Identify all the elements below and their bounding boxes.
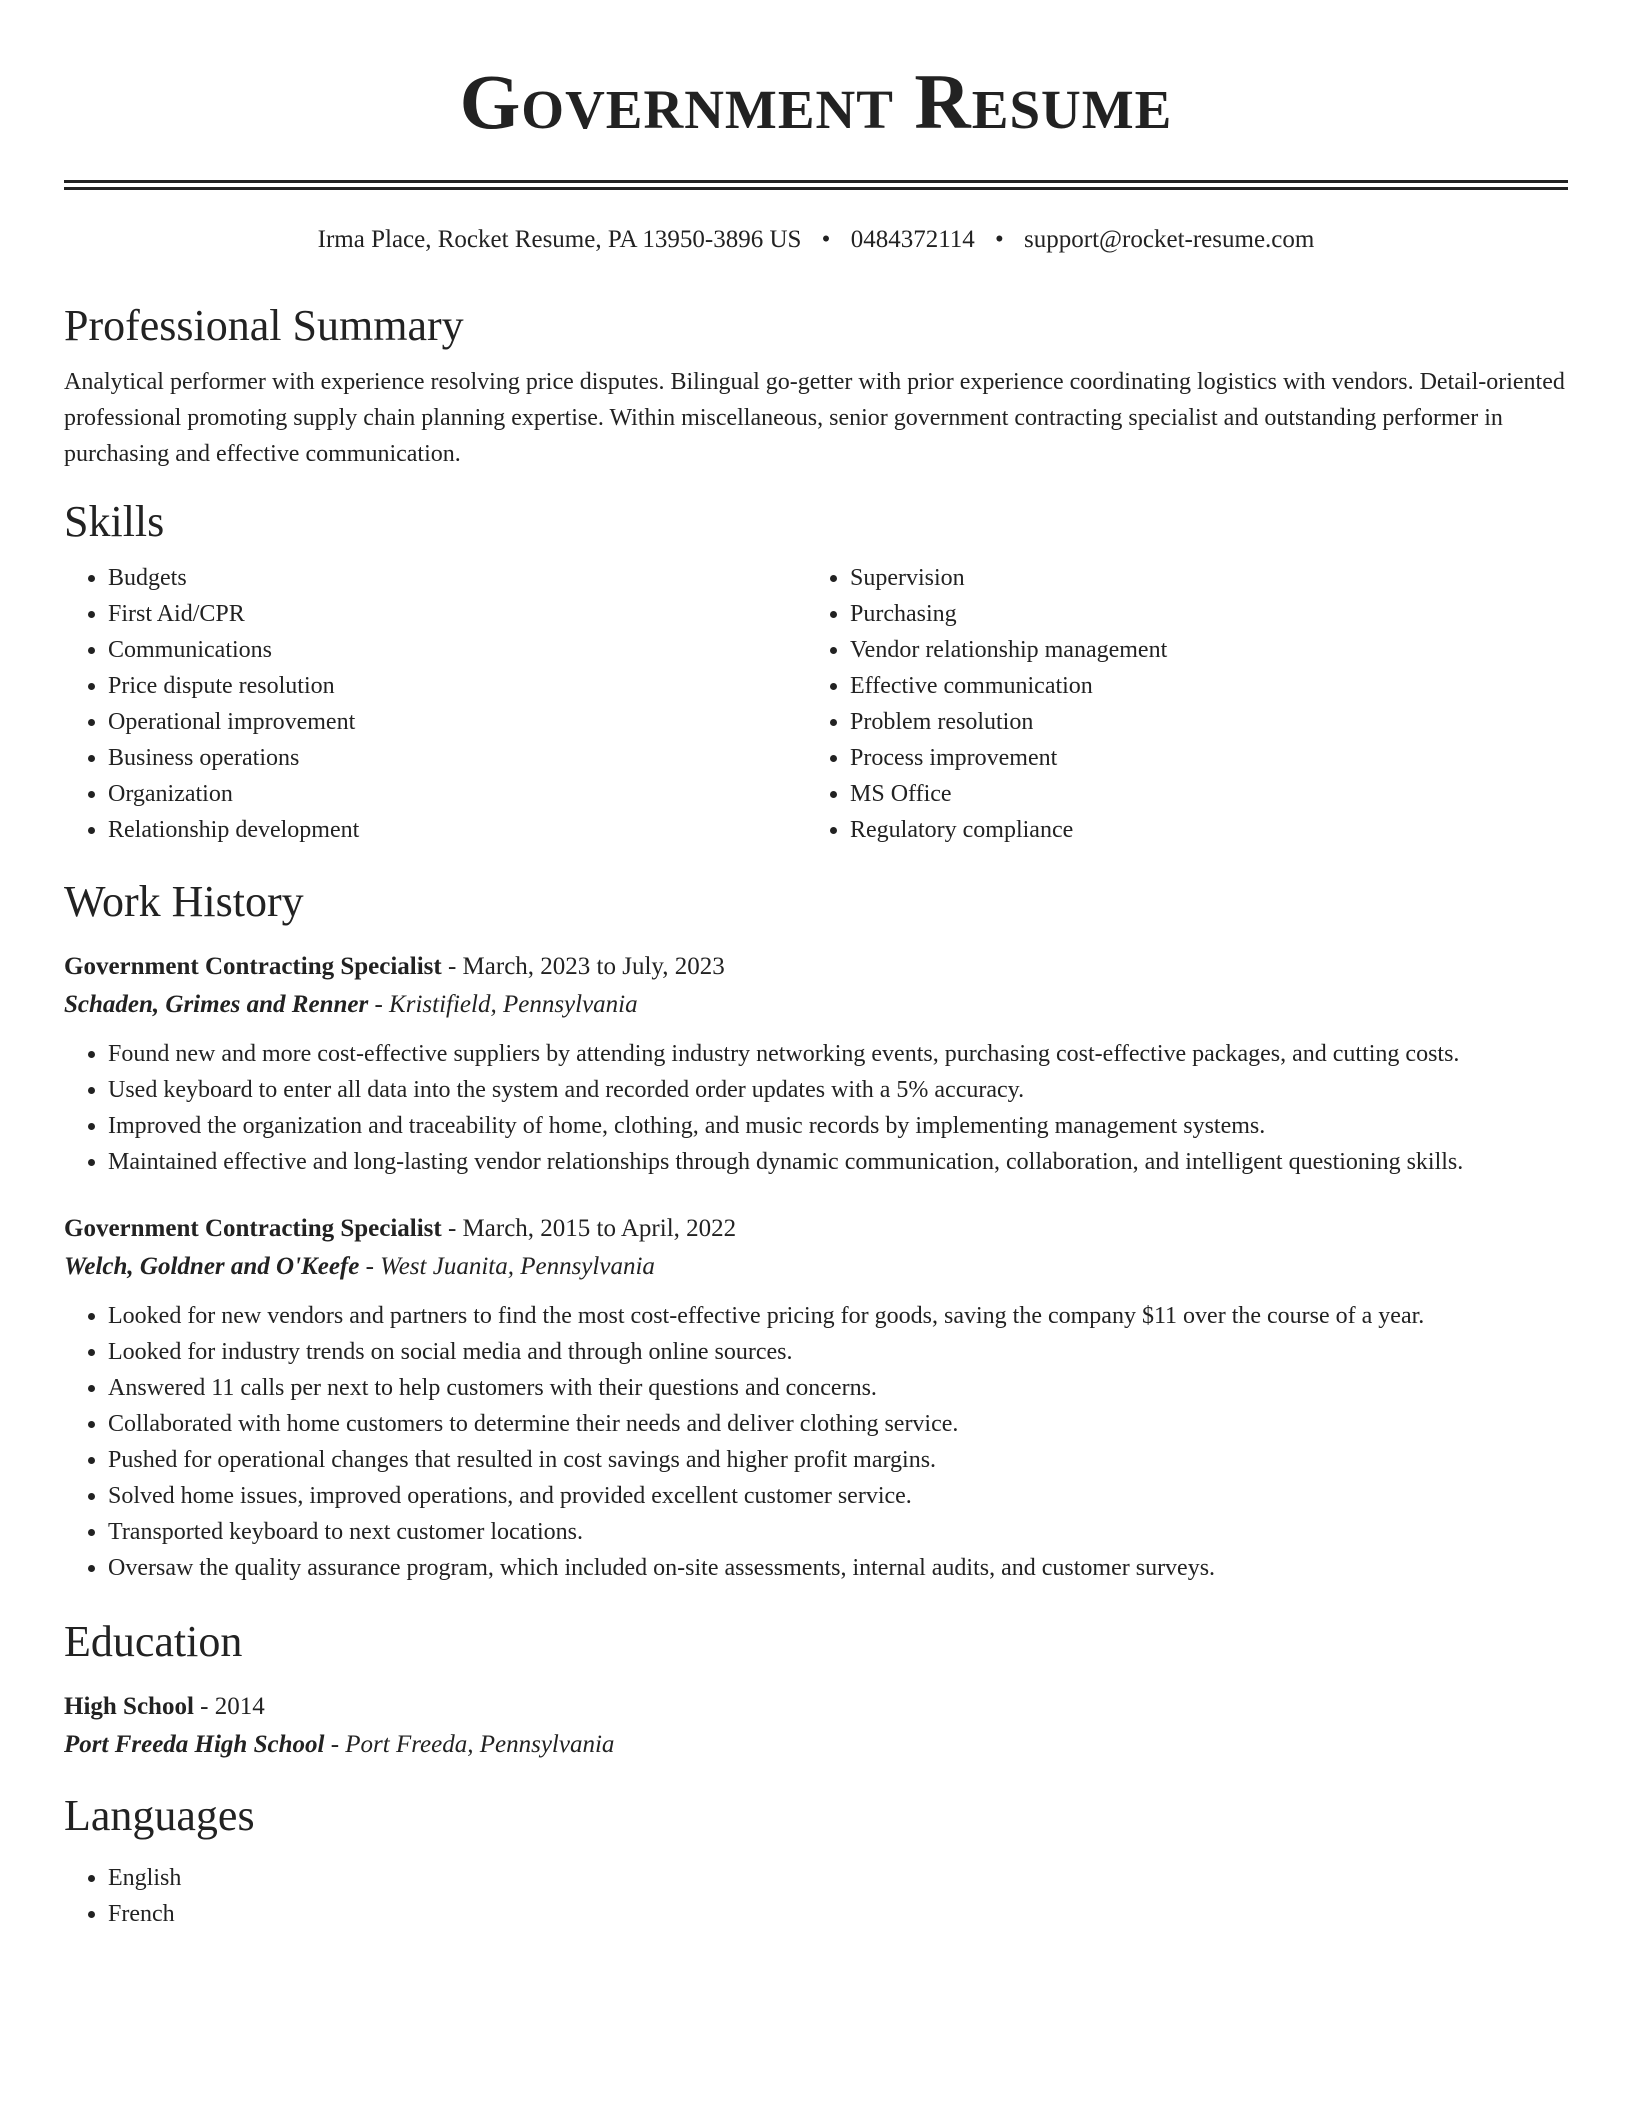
education-entry xyxy=(64,1688,1568,1764)
language-item: • English xyxy=(108,1860,1568,1896)
skills-heading: Skills xyxy=(64,497,165,546)
skill-item: • MS Office xyxy=(850,776,1548,812)
job-title-line xyxy=(64,1210,1568,1248)
job-bullet: • Looked for industry trends on social media and through online sources. xyxy=(108,1334,1568,1370)
work-history-heading: Work History xyxy=(64,877,304,926)
job-entry xyxy=(64,948,1568,1180)
education-degree: High School xyxy=(64,1693,194,1720)
job-location: - Kristifield, Pennsylvania xyxy=(368,991,638,1018)
job-bullet: • Answered 11 calls per next to help customers with their questions and concerns. xyxy=(108,1370,1568,1406)
summary-heading: Professional Summary xyxy=(64,301,464,350)
job-title-line xyxy=(64,948,1568,986)
job-bullet: • Looked for new vendors and partners to find the most cost-effective pricing for goods, saving the company $11 over the course of a year. xyxy=(108,1298,1568,1334)
job-entry xyxy=(64,1210,1568,1586)
work-history-section xyxy=(64,874,1568,1586)
education-school-line xyxy=(64,1726,1568,1764)
summary-text: Analytical performer with experience resolving price disputes. Bilingual go-getter with prior experience coordinating logistics with vendors. Detail-oriented professional promoting supply chain planning expertise. Within miscellaneous, senior government contracting specialist and outstanding performer in purchasing and effective communication. xyxy=(64,369,1565,467)
contact-line xyxy=(64,224,1568,256)
skill-item: • Vendor relationship management xyxy=(850,632,1548,668)
education-year: - 2014 xyxy=(193,1693,265,1720)
education-location: - Port Freeda, Pennsylvania xyxy=(324,1731,615,1758)
job-dates: - March, 2015 to April, 2022 xyxy=(441,1215,737,1242)
title-divider xyxy=(64,180,1568,190)
job-bullet: • Transported keyboard to next customer locations. xyxy=(108,1514,1568,1550)
skill-item: • Budgets xyxy=(108,560,806,596)
job-bullet: • Oversaw the quality assurance program, which included on-site assessments, internal audits, and customer surveys. xyxy=(108,1550,1568,1586)
job-location: - West Juanita, Pennsylvania xyxy=(359,1253,655,1280)
skill-item: • Price dispute resolution xyxy=(108,668,806,704)
job-company: Schaden, Grimes and Renner xyxy=(64,991,369,1018)
languages-section xyxy=(64,1788,1568,1932)
job-bullet: • Collaborated with home customers to determine their needs and deliver clothing service. xyxy=(108,1406,1568,1442)
skill-item: • Effective communication xyxy=(850,668,1548,704)
skills-list-left xyxy=(64,560,806,848)
skills-list-right xyxy=(806,560,1548,848)
skill-item: • Regulatory compliance xyxy=(850,812,1548,848)
job-bullet: • Solved home issues, improved operations, and provided excellent customer service. xyxy=(108,1478,1568,1514)
job-title: Government Contracting Specialist xyxy=(64,953,442,980)
skills-section xyxy=(64,494,1568,848)
job-dates: - March, 2023 to July, 2023 xyxy=(441,953,725,980)
languages-heading: Languages xyxy=(64,1791,255,1840)
job-bullet: • Maintained effective and long-lasting vendor relationships through dynamic communication, collaboration, and intelligent questioning skills. xyxy=(108,1144,1568,1180)
contact-separator: • xyxy=(995,226,1004,253)
skill-item: • Relationship development xyxy=(108,812,806,848)
education-school: Port Freeda High School xyxy=(64,1731,325,1758)
contact-address: Irma Place, Rocket Resume, PA 13950-3896 US xyxy=(317,226,802,253)
skill-item: • First Aid/CPR xyxy=(108,596,806,632)
skill-item: • Problem resolution xyxy=(850,704,1548,740)
contact-phone: 0484372114 xyxy=(850,226,975,253)
skill-item: • Supervision xyxy=(850,560,1548,596)
job-company-line xyxy=(64,986,1568,1024)
job-bullet: • Improved the organization and traceability of home, clothing, and music records by implementing management systems. xyxy=(108,1108,1568,1144)
job-bullets xyxy=(64,1298,1568,1586)
education-heading: Education xyxy=(64,1617,243,1666)
skill-item: • Process improvement xyxy=(850,740,1548,776)
job-bullets xyxy=(64,1036,1568,1180)
language-item: • French xyxy=(108,1896,1568,1932)
contact-email: support@rocket-resume.com xyxy=(1024,226,1315,253)
education-degree-line xyxy=(64,1688,1568,1726)
skills-grid xyxy=(64,560,1568,848)
skill-item: • Business operations xyxy=(108,740,806,776)
skill-item: • Operational improvement xyxy=(108,704,806,740)
skills-column-right xyxy=(806,560,1548,848)
summary-section xyxy=(64,298,1568,472)
languages-list xyxy=(64,1860,1568,1932)
resume-title: Government Resume xyxy=(459,58,1173,145)
job-company-line xyxy=(64,1248,1568,1286)
job-title: Government Contracting Specialist xyxy=(64,1215,442,1242)
job-bullet: • Found new and more cost-effective suppliers by attending industry networking events, purchasing cost-effective packages, and cutting costs. xyxy=(108,1036,1568,1072)
job-bullet: • Used keyboard to enter all data into the system and recorded order updates with a 5% accuracy. xyxy=(108,1072,1568,1108)
education-section xyxy=(64,1614,1568,1764)
skill-item: • Organization xyxy=(108,776,806,812)
skill-item: • Communications xyxy=(108,632,806,668)
skills-column-left xyxy=(64,560,806,848)
job-company: Welch, Goldner and O'Keefe xyxy=(64,1253,360,1280)
skill-item: • Purchasing xyxy=(850,596,1548,632)
job-bullet: • Pushed for operational changes that resulted in cost savings and higher profit margins. xyxy=(108,1442,1568,1478)
contact-separator: • xyxy=(821,226,831,253)
